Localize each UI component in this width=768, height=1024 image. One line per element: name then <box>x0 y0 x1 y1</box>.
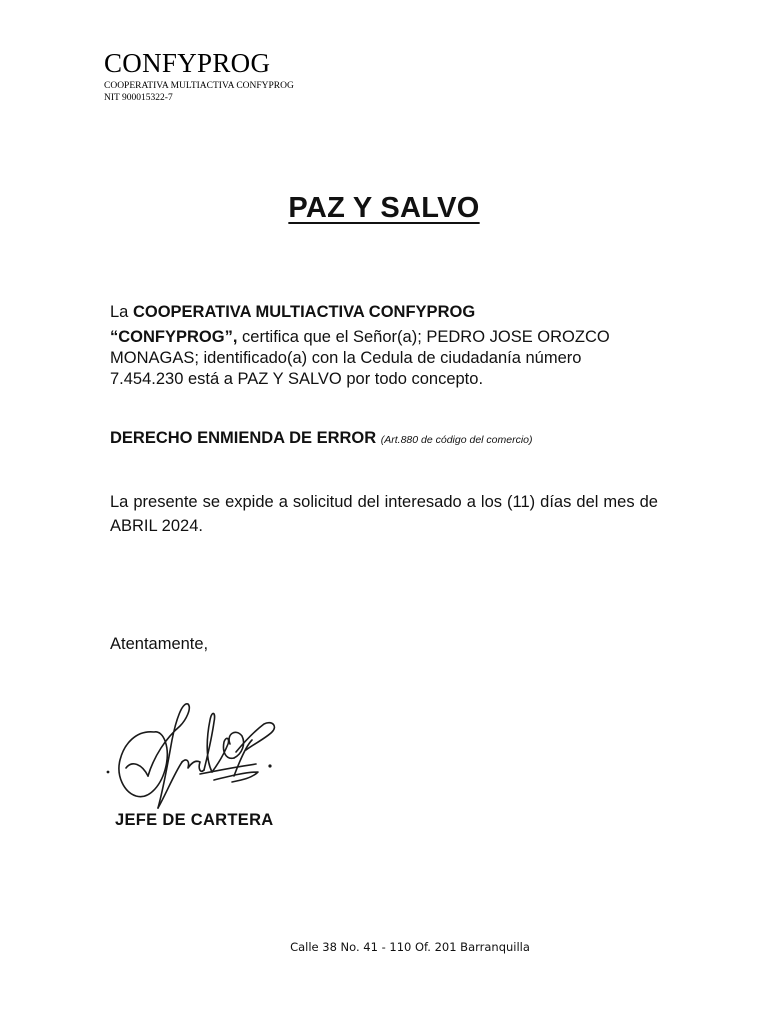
org-full-name: COOPERATIVA MULTIACTIVA CONFYPROG <box>104 81 294 91</box>
certification-entity: COOPERATIVA MULTIACTIVA CONFYPROG <box>132 303 476 321</box>
certification-paragraph <box>110 302 658 390</box>
certification-line-1 <box>110 302 658 323</box>
certification-abbrev: “CONFYPROG”, <box>110 328 238 346</box>
certification-prefix: La <box>110 303 133 321</box>
handwritten-signature <box>96 700 296 815</box>
footer-address: Calle 38 No. 41 - 110 Of. 201 Barranquilla <box>290 940 530 954</box>
amendment-label: DERECHO ENMIENDA DE ERROR <box>110 429 377 447</box>
certification-body: certifica que el Señor(a); PEDRO JOSE OROZCO MONAGAS; identificado(a) con la Cedula de ciudadanía número 7.454.230 está a PAZ Y SALVO por todo concepto. <box>110 328 610 388</box>
amendment-clause <box>110 428 658 450</box>
document-title-text: PAZ Y SALVO <box>288 192 480 224</box>
signatory-title: JEFE DE CARTERA <box>115 811 274 829</box>
issuance-paragraph: La presente se expide a solicitud del interesado a los (11) días del mes de ABRIL 2024. <box>110 493 658 535</box>
certification-line-2 <box>110 327 658 390</box>
org-nit: NIT 900015322-7 <box>104 93 173 103</box>
amendment-note: (Art.880 de código del comercio) <box>380 434 533 446</box>
closing-text: Atentamente, <box>110 635 209 653</box>
document-title <box>0 192 768 225</box>
org-name: CONFYPROG <box>104 48 271 78</box>
